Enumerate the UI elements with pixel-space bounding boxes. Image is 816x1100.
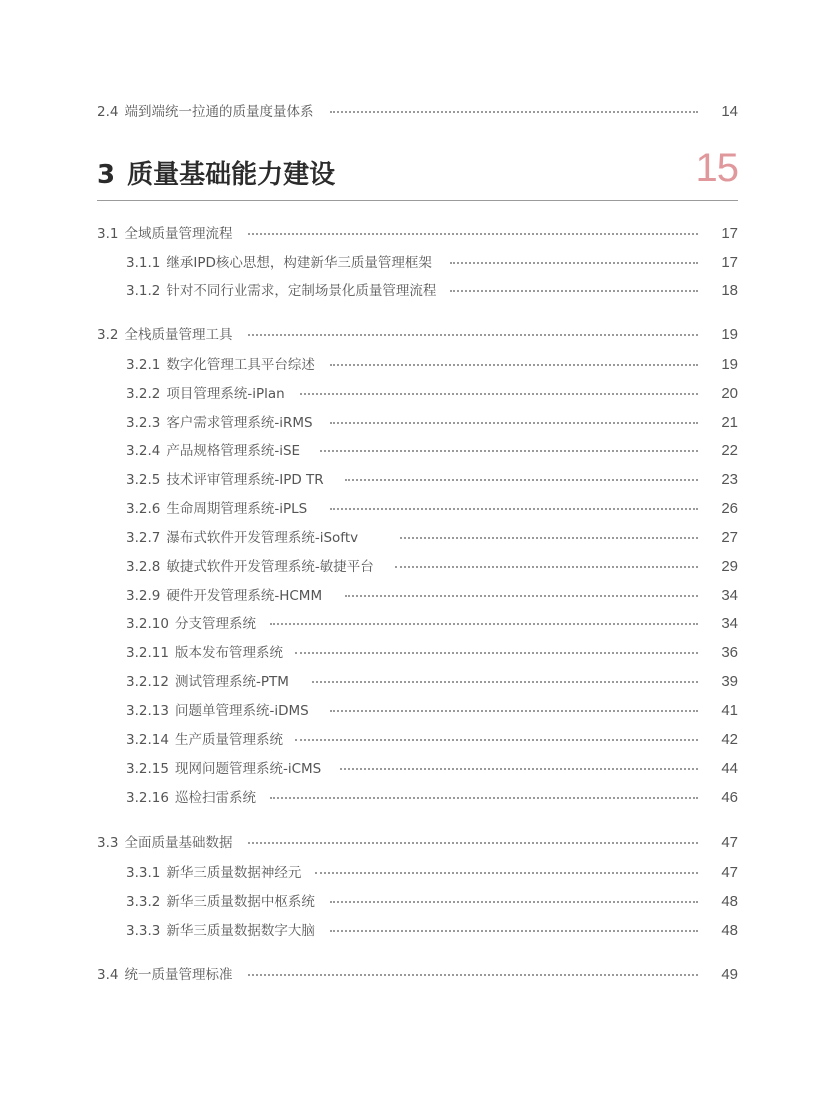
toc-entry-number: 3.1.2 <box>126 283 161 299</box>
toc-entry-title: 测试管理系统-PTM <box>174 674 289 690</box>
toc-entry-label <box>126 586 332 606</box>
toc-entry-page: 20 <box>721 385 738 402</box>
toc-entry-page: 34 <box>721 615 738 632</box>
leader-dots <box>315 872 698 874</box>
leader-dots <box>450 262 698 264</box>
toc-entry-title: 新华三质量数据中枢系统 <box>166 894 315 910</box>
toc-entry-title: 新华三质量数据神经元 <box>166 865 302 881</box>
toc-entry-number: 3.2.16 <box>126 790 169 806</box>
toc-entry-label <box>126 413 323 433</box>
toc-entry-label <box>126 921 325 941</box>
toc-entry-page: 41 <box>721 702 738 719</box>
toc-entry-page: 19 <box>721 356 738 373</box>
chapter-page-number: 15 <box>695 146 738 190</box>
toc-entry-label <box>97 102 323 122</box>
toc-entry-label <box>126 253 442 273</box>
toc-entry-title: 硬件开发管理系统-HCMM <box>166 588 323 604</box>
toc-entry-title: 新华三质量数据数字大脑 <box>166 923 315 939</box>
leader-dots <box>312 681 698 683</box>
toc-entry-number: 2.4 <box>97 104 119 120</box>
toc-entry-label <box>97 224 242 244</box>
toc-entry-label <box>126 499 317 519</box>
toc-entry-title: 巡检扫雷系统 <box>174 790 256 806</box>
toc-entry-label <box>97 325 242 345</box>
toc-entry-number: 3.2.1 <box>126 357 161 373</box>
toc-entry-number: 3.2.5 <box>126 472 161 488</box>
toc-entry-number: 3.2.3 <box>126 415 161 431</box>
leader-dots <box>320 450 698 452</box>
toc-entry-title: 数字化管理工具平台综述 <box>166 357 315 373</box>
toc-entry-number: 3.2 <box>97 327 119 343</box>
toc-entry-label <box>126 672 299 692</box>
leader-dots <box>345 479 698 481</box>
toc-entry-label <box>126 701 319 721</box>
toc-entry-page: 34 <box>721 587 738 604</box>
toc-entry-label <box>126 441 310 461</box>
leader-dots <box>330 508 698 510</box>
leader-dots <box>330 422 698 424</box>
toc-entry-title: 全域质量管理流程 <box>124 226 233 242</box>
toc-entry-title: 敏捷式软件开发管理系统-敏捷平台 <box>166 559 374 575</box>
toc-entry-label <box>126 281 446 301</box>
toc-entry-page: 19 <box>721 326 738 343</box>
toc-entry-label <box>126 759 331 779</box>
toc-entry-label <box>126 730 293 750</box>
toc-entry-page: 29 <box>721 558 738 575</box>
toc-entry-number: 3.2.2 <box>126 386 161 402</box>
toc-entry-number: 3.1.1 <box>126 255 161 271</box>
toc-entry-label <box>126 643 293 663</box>
toc-entry-label <box>126 528 368 548</box>
leader-dots <box>270 797 698 799</box>
leader-dots <box>330 901 698 903</box>
toc-entry-page: 22 <box>721 442 738 459</box>
toc-entry-page: 23 <box>721 471 738 488</box>
toc-entry-number: 3.2.6 <box>126 501 161 517</box>
toc-entry-label <box>97 965 242 985</box>
toc-entry-page: 18 <box>721 282 738 299</box>
toc-entry-page: 47 <box>721 864 738 881</box>
toc-entry-label <box>126 788 266 808</box>
toc-entry-title: 问题单管理系统-iDMS <box>174 703 309 719</box>
toc-entry-title: 项目管理系统-iPlan <box>166 386 285 402</box>
toc-entry-page: 47 <box>721 834 738 851</box>
toc-entry-title: 生产质量管理系统 <box>174 732 283 748</box>
toc-entry-number: 3.2.4 <box>126 443 161 459</box>
toc-entry-page: 17 <box>721 225 738 242</box>
toc-entry-title: 产品规格管理系统-iSE <box>166 443 301 459</box>
toc-entry-number: 3.2.11 <box>126 645 169 661</box>
toc-entry-page: 42 <box>721 731 738 748</box>
leader-dots <box>248 974 698 976</box>
toc-entry-label <box>97 833 242 853</box>
leader-dots <box>450 290 698 292</box>
leader-dots <box>295 739 698 741</box>
toc-entry-label <box>126 892 325 912</box>
toc-entry-number: 3.3.2 <box>126 894 161 910</box>
toc-entry-title: 生命周期管理系统-iPLS <box>166 501 308 517</box>
toc-entry-label <box>126 384 295 404</box>
toc-entry-page: 44 <box>721 760 738 777</box>
toc-entry-number: 3.2.12 <box>126 674 169 690</box>
toc-entry-number: 3.2.9 <box>126 588 161 604</box>
toc-entry-title: 针对不同行业需求，定制场景化质量管理流程 <box>166 283 437 299</box>
toc-entry-number: 3.3.1 <box>126 865 161 881</box>
toc-entry-title: 继承IPD核心思想，构建新华三质量管理框架 <box>166 255 432 271</box>
toc-entry-label <box>126 355 325 375</box>
chapter-heading[interactable] <box>97 148 738 201</box>
toc-entry-title: 技术评审管理系统-IPD TR <box>166 472 324 488</box>
toc-entry-title: 统一质量管理标准 <box>124 967 233 983</box>
toc-entry-label <box>126 470 334 490</box>
toc-entry-title: 版本发布管理系统 <box>174 645 283 661</box>
toc-entry-title: 分支管理系统 <box>174 616 256 632</box>
toc-entry-page: 14 <box>721 103 738 120</box>
toc-entry-number: 3.3.3 <box>126 923 161 939</box>
toc-entry-title: 客户需求管理系统-iRMS <box>166 415 313 431</box>
toc-entry-label <box>126 863 311 883</box>
leader-dots <box>330 364 698 366</box>
toc-entry-title: 全栈质量管理工具 <box>124 327 233 343</box>
chapter-title-text: 质量基础能力建设 <box>127 160 336 190</box>
leader-dots <box>248 842 698 844</box>
chapter-number: 3 <box>97 160 116 190</box>
toc-entry-number: 3.3 <box>97 835 119 851</box>
toc-entry-page: 46 <box>721 789 738 806</box>
leader-dots <box>248 233 698 235</box>
toc-entry-title: 端到端统一拉通的质量度量体系 <box>124 104 314 120</box>
leader-dots <box>330 710 698 712</box>
toc-entry-page: 27 <box>721 529 738 546</box>
toc-entry-number: 3.2.7 <box>126 530 161 546</box>
leader-dots <box>330 111 698 113</box>
toc-entry-title: 现网问题管理系统-iCMS <box>174 761 322 777</box>
toc-entry-title: 瀑布式软件开发管理系统-iSoftv <box>166 530 359 546</box>
leader-dots <box>400 537 698 539</box>
toc-entry-number: 3.2.15 <box>126 761 169 777</box>
leader-dots <box>395 566 698 568</box>
toc-entry-number: 3.2.8 <box>126 559 161 575</box>
toc-entry-number: 3.2.14 <box>126 732 169 748</box>
toc-entry-number: 3.1 <box>97 226 119 242</box>
leader-dots <box>300 393 698 395</box>
leader-dots <box>295 652 698 654</box>
toc-entry-label <box>126 557 384 577</box>
leader-dots <box>345 595 698 597</box>
toc-entry-page: 48 <box>721 922 738 939</box>
leader-dots <box>330 930 698 932</box>
toc-entry-number: 3.2.10 <box>126 616 169 632</box>
toc-entry-page: 49 <box>721 966 738 983</box>
toc-entry-title: 全面质量基础数据 <box>124 835 233 851</box>
leader-dots <box>270 623 698 625</box>
toc-entry-page: 21 <box>721 414 738 431</box>
chapter-title <box>97 154 335 191</box>
toc-entry-label <box>126 614 266 634</box>
leader-dots <box>248 334 698 336</box>
leader-dots <box>340 768 698 770</box>
toc-entry-page: 36 <box>721 644 738 661</box>
toc-entry-page: 26 <box>721 500 738 517</box>
toc-entry-page: 17 <box>721 254 738 271</box>
toc-entry-page: 48 <box>721 893 738 910</box>
toc-entry-number: 3.2.13 <box>126 703 169 719</box>
toc-entry-page: 39 <box>721 673 738 690</box>
toc-entry-number: 3.4 <box>97 967 119 983</box>
